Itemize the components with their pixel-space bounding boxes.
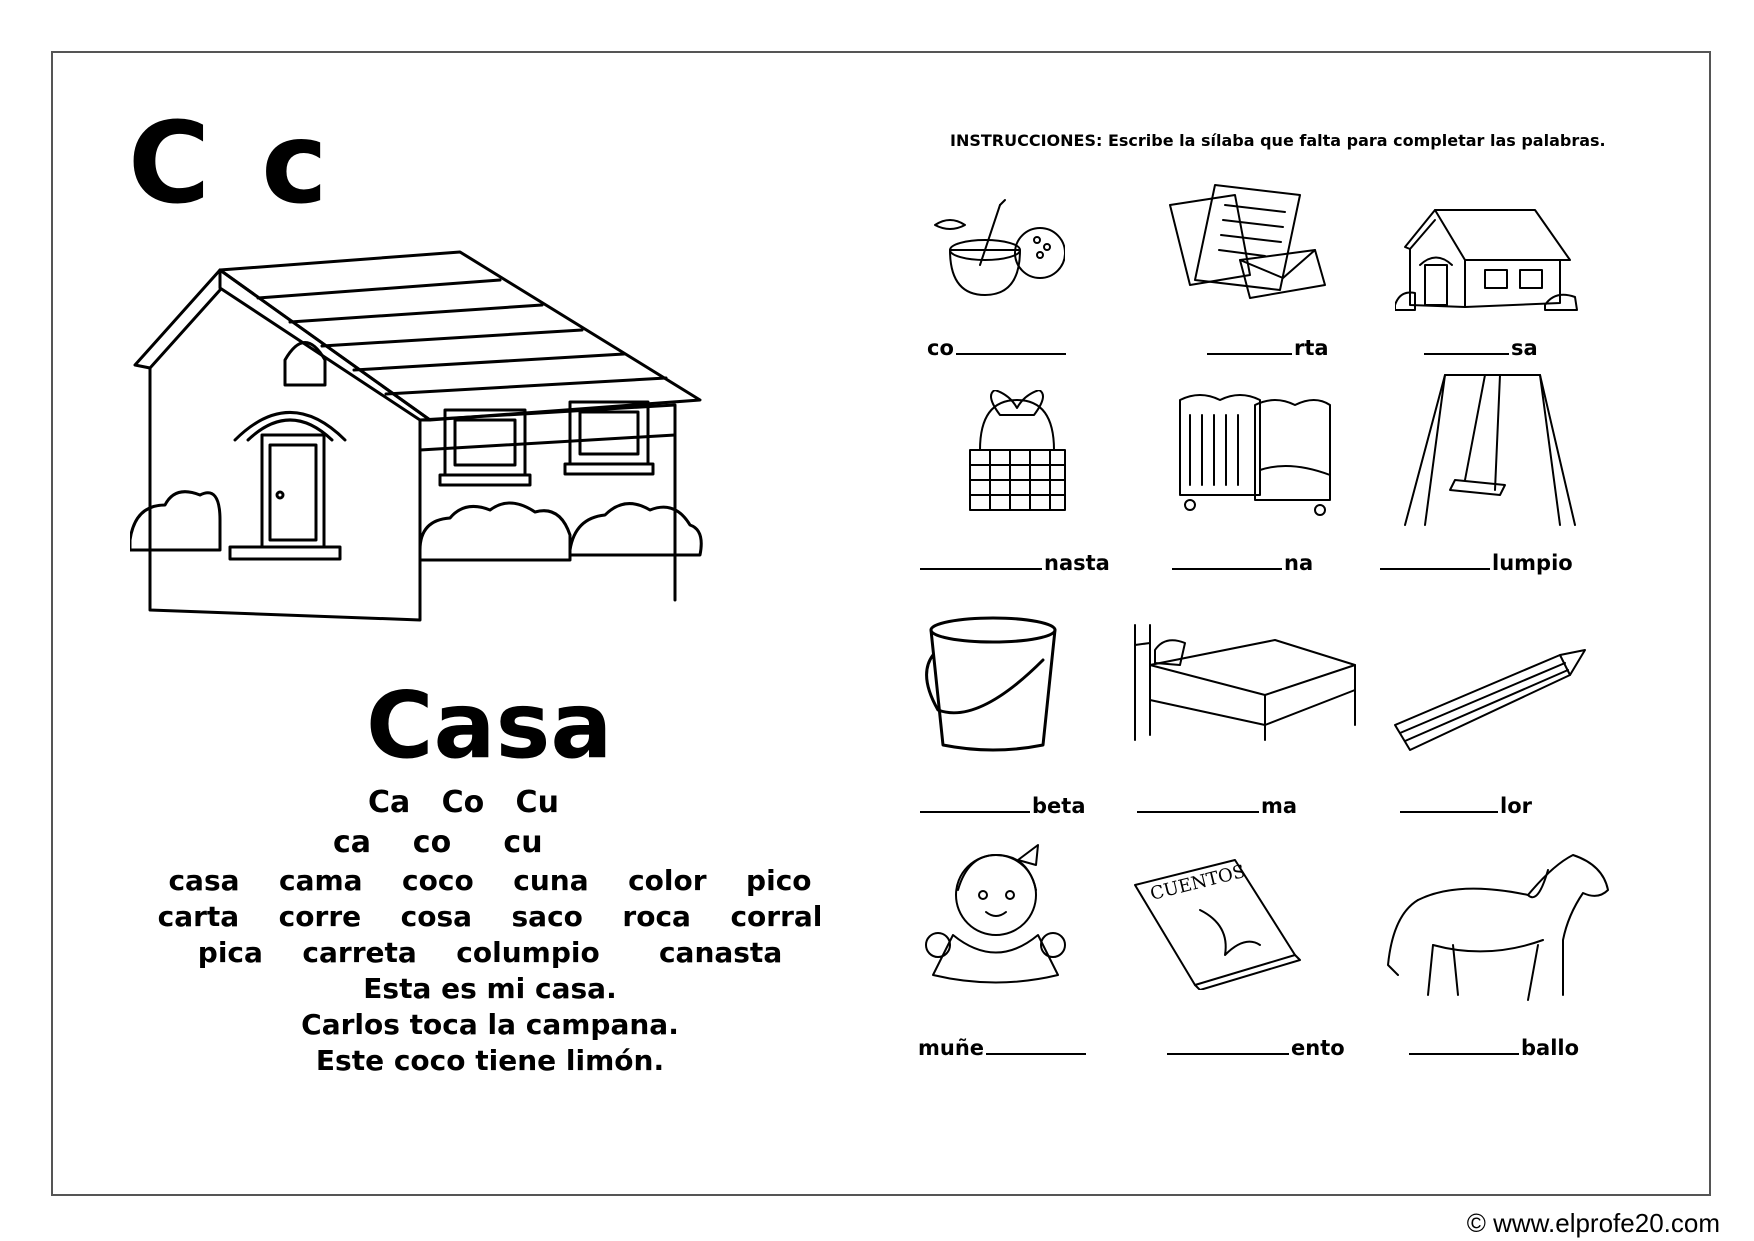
- basket-icon: [965, 390, 1070, 515]
- crib-icon: [1175, 390, 1335, 520]
- sentence-1: Esta es mi casa.: [363, 972, 617, 1005]
- sentence-2: Carlos toca la campana.: [301, 1008, 679, 1041]
- letter-heading: C c: [128, 99, 334, 229]
- copyright-text[interactable]: © www.elprofe20.com: [1466, 1208, 1720, 1238]
- exercise-label-12: ballo: [1407, 1038, 1579, 1059]
- exercise-label-2: rta: [1205, 338, 1329, 359]
- exercise-label-1: co: [927, 338, 1068, 359]
- main-word: Casa: [366, 672, 613, 779]
- book-title-text: CUENTOS: [1148, 861, 1248, 905]
- horse-icon: [1378, 845, 1613, 1005]
- exercise-label-8: ma: [1135, 796, 1297, 817]
- exercise-label-9: lor: [1398, 796, 1532, 817]
- house-icon: [1395, 205, 1580, 315]
- word-line-3: pica carreta columpio canasta: [197, 936, 783, 969]
- exercise-label-10: muñe: [918, 1038, 1088, 1059]
- exercise-label-6: lumpio: [1378, 553, 1573, 574]
- word-line-2: carta corre cosa saco roca corral: [157, 900, 823, 933]
- exercise-label-11: ento: [1165, 1038, 1345, 1059]
- bed-icon: [1125, 615, 1360, 745]
- sentence-3: Este coco tiene limón.: [315, 1044, 665, 1077]
- bucket-icon: [918, 615, 1063, 755]
- house-illustration: [130, 250, 790, 640]
- word-line-1: casa cama coco cuna color pico: [168, 864, 812, 897]
- exercise-label-5: na: [1170, 553, 1313, 574]
- syllables-upper: Ca Co Cu: [368, 785, 559, 820]
- syllables-lower: ca co cu: [333, 825, 543, 860]
- coconut-icon: [925, 195, 1065, 300]
- instructions: INSTRUCCIONES: Escribe la sílaba que falta para completar las palabras.: [950, 131, 1606, 150]
- book-icon: [1130, 855, 1305, 990]
- exercise-label-3: sa: [1422, 338, 1538, 359]
- letter-icon: [1165, 180, 1330, 305]
- pencil-icon: [1390, 645, 1595, 755]
- exercise-label-4: nasta: [918, 553, 1110, 574]
- swing-icon: [1400, 370, 1580, 530]
- doll-icon: [918, 840, 1073, 990]
- exercise-label-7: beta: [918, 796, 1085, 817]
